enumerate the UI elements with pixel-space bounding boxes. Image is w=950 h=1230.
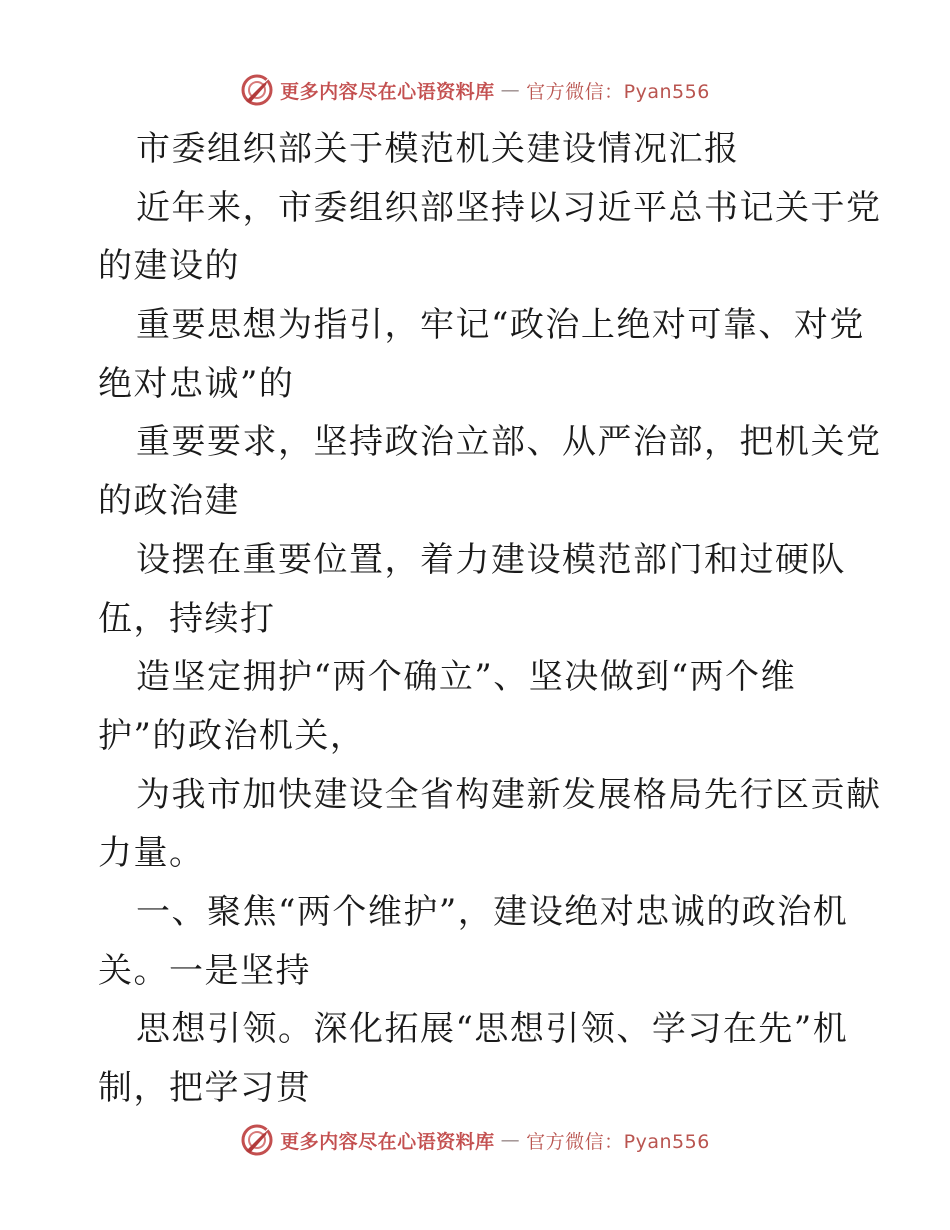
text-line: 一、聚焦“两个维护”，建设绝对忠诚的政治机 — [136, 891, 849, 932]
watermark-contact: 官方微信：Pyan556 — [526, 80, 710, 103]
watermark-dash: — — [500, 79, 521, 101]
watermark-contact: 官方微信：Pyan556 — [526, 1130, 710, 1153]
text-line: 关。一是坚持 — [98, 950, 311, 991]
text-line: 的政治建 — [98, 481, 240, 522]
text-line: 重要思想为指引，牢记“政治上绝对可靠、对党 — [136, 305, 865, 346]
text-line: 护”的政治机关， — [98, 715, 366, 756]
document-title: 市委组织部关于模范机关建设情况汇报 — [136, 129, 740, 169]
text-line: 重要要求，坚持政治立部、从严治部，把机关党 — [136, 422, 882, 463]
pen-logo-icon — [240, 1123, 274, 1157]
text-line: 近年来，市委组织部坚持以习近平总书记关于党 — [136, 187, 882, 228]
text-line: 制，把学习贯 — [98, 1068, 311, 1108]
watermark-title: 更多内容尽在心语资料库 — [280, 80, 495, 103]
text-line: 的建设的 — [98, 246, 240, 287]
text-line: 造坚定拥护“两个确立”、坚决做到“两个维 — [136, 657, 797, 698]
pen-logo-icon — [240, 73, 274, 107]
text-line: 设摆在重要位置，着力建设模范部门和过硬队 — [136, 539, 846, 580]
text-line: 为我市加快建设全省构建新发展格局先行区贡献 — [136, 774, 882, 815]
watermark-title: 更多内容尽在心语资料库 — [280, 1130, 495, 1153]
document-body — [98, 120, 882, 1118]
watermark-header — [0, 70, 950, 110]
text-line: 思想引领。深化拓展“思想引领、学习在先”机 — [136, 1009, 849, 1050]
text-line: 力量。 — [98, 833, 205, 874]
text-line: 绝对忠诚”的 — [98, 363, 295, 404]
watermark-dash: — — [500, 1129, 521, 1151]
watermark-footer — [0, 1120, 950, 1160]
text-line: 伍，持续打 — [98, 598, 276, 639]
